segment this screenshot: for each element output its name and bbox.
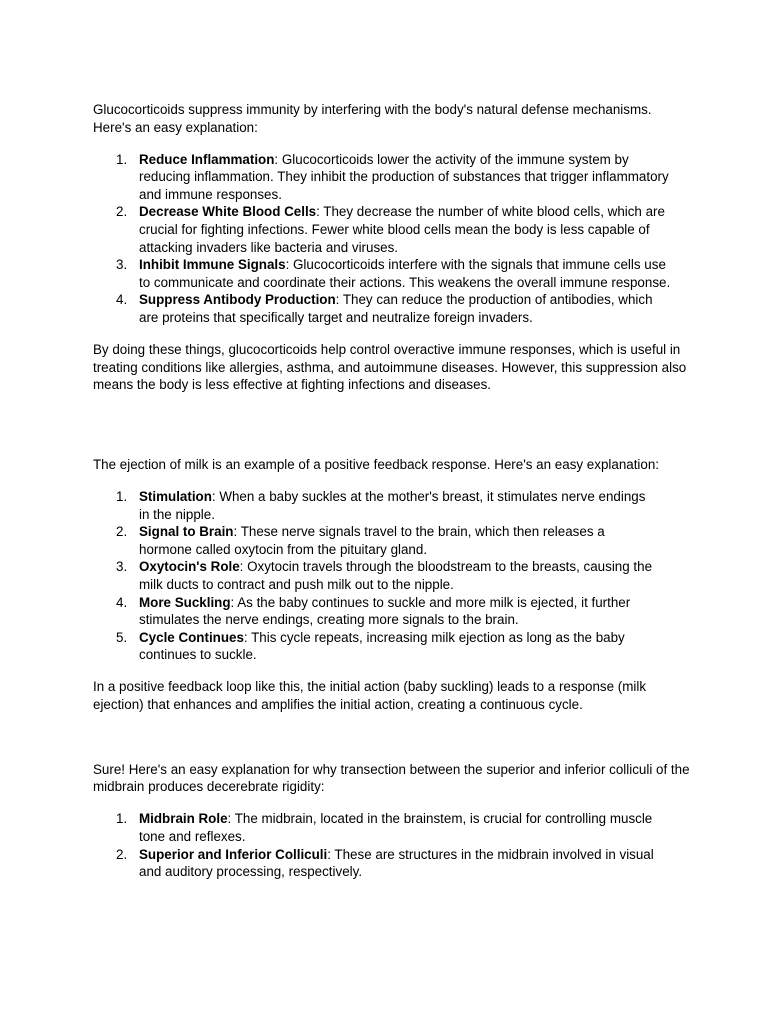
list-item-term: Suppress Antibody Production: [139, 292, 336, 308]
list-item: [93, 291, 675, 326]
list-item-term: Signal to Brain: [139, 524, 234, 540]
section-glucocorticoids: [93, 101, 693, 394]
list-item-term: Decrease White Blood Cells: [139, 204, 317, 220]
section-milk-ejection: [93, 456, 693, 714]
list-item: [93, 151, 675, 204]
list-item: [93, 846, 659, 881]
list-item: [93, 810, 659, 845]
section-decerebrate-rigidity: [93, 761, 693, 881]
list-item-text: : As the baby continues to suckle and more milk is ejected, it further stimulates the nerve endings, creating more signals to the brain.: [139, 594, 631, 628]
list-item-term: Midbrain Role: [139, 811, 228, 827]
list-number: 1.: [116, 489, 128, 504]
list-item: [93, 629, 659, 664]
list-item-text: : Oxytocin travels through the bloodstream to the breasts, causing the milk ducts to contract and push milk out to the nipple.: [139, 559, 653, 592]
list-number: 1.: [116, 811, 128, 827]
list-item-term: Cycle Continues: [139, 629, 244, 645]
list-item: [93, 256, 675, 291]
list-number: 2.: [116, 846, 128, 862]
numbered-list: [93, 488, 693, 664]
list-number: 4.: [116, 292, 128, 308]
list-number: 2.: [116, 204, 128, 220]
list-item-text: : The midbrain, located in the brainstem, is crucial for controlling muscle tone and reflexes.: [139, 811, 653, 844]
list-number: 5.: [116, 629, 128, 645]
section-intro: Glucocorticoids suppress immunity by interfering with the body's natural defense mechanisms. Here's an easy explanation:: [93, 102, 652, 135]
list-number: 3.: [116, 257, 128, 273]
list-item-text: : They decrease the number of white blood cells, which are crucial for fighting infections. Fewer white blood cells mean the body is less capable of attacking invaders like bacteria and viruses.: [139, 204, 665, 255]
numbered-list: [93, 810, 693, 880]
section-intro: The ejection of milk is an example of a positive feedback response. Here's an easy explanation:: [93, 456, 660, 472]
list-number: 2.: [116, 524, 128, 540]
section-outro: In a positive feedback loop like this, the initial action (baby suckling) leads to a response (milk ejection) that enhances and amplifies the initial action, creating a continuous cycle.: [93, 679, 647, 713]
list-item-term: Stimulation: [139, 489, 212, 504]
list-item: [93, 523, 659, 558]
numbered-list: [93, 151, 693, 327]
list-item-term: Inhibit Immune Signals: [139, 257, 286, 273]
list-item: [93, 558, 659, 593]
list-number: 3.: [116, 559, 128, 575]
list-item-text: : Glucocorticoids lower the activity of the immune system by reducing inflammation. They inhibit the production of substances that trigger inflammatory and immune responses.: [139, 151, 669, 202]
list-item-term: Reduce Inflammation: [139, 151, 275, 167]
list-item: [93, 203, 675, 256]
list-number: 4.: [116, 594, 128, 610]
list-number: 1.: [116, 151, 128, 167]
list-item-text: : Glucocorticoids interfere with the signals that immune cells use to communicate and coordinate their actions. This weakens the overall immune response.: [139, 257, 671, 290]
list-item-text: : These are structures in the midbrain involved in visual and auditory processing, respectively.: [139, 846, 654, 880]
document-page: [93, 101, 693, 895]
list-item: [93, 488, 659, 523]
section-intro: Sure! Here's an easy explanation for why transection between the superior and inferior colliculi of the midbrain produces decerebrate rigidity:: [93, 761, 690, 795]
list-item-term: More Suckling: [139, 594, 231, 610]
list-item-text: : When a baby suckles at the mother's breast, it stimulates nerve endings in the nipple.: [139, 489, 646, 522]
list-item-term: Superior and Inferior Colliculi: [139, 846, 328, 862]
list-item-term: Oxytocin's Role: [139, 559, 240, 575]
list-item-text: : They can reduce the production of antibodies, which are proteins that specifically target and neutralize foreign invaders.: [139, 292, 653, 326]
list-item-text: : These nerve signals travel to the brain, which then releases a hormone called oxytocin from the pituitary gland.: [139, 524, 605, 557]
list-item: [93, 594, 659, 629]
list-item-text: : This cycle repeats, increasing milk ejection as long as the baby continues to suckle.: [139, 629, 625, 663]
section-outro: By doing these things, glucocorticoids help control overactive immune responses, which is useful in treating conditions like allergies, asthma, and autoimmune diseases. However, this suppression also means the body is less effective at fighting infections and diseases.: [93, 342, 687, 393]
